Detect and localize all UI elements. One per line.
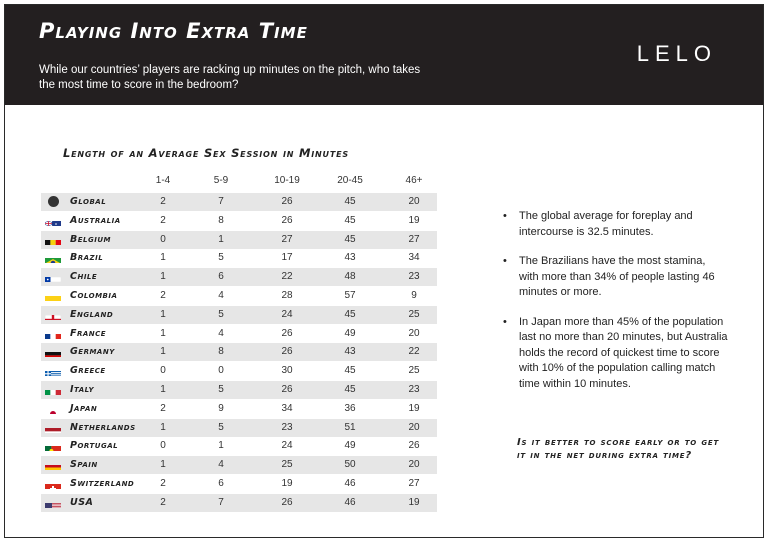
table-cell: 2 — [160, 496, 166, 508]
table-cell: 1 — [160, 327, 166, 339]
spain-flag-icon — [45, 460, 61, 470]
germany-flag-icon — [45, 347, 61, 357]
table-cell: 2 — [160, 196, 166, 207]
table-cell: 25 — [281, 459, 293, 471]
table-cell: 45 — [344, 308, 356, 320]
table-cell: 30 — [281, 365, 293, 377]
page-subtitle: While our countries’ players are racking up minutes on the pitch, who takes the most time to score in the bedroom? — [39, 64, 421, 91]
country-name: USA — [70, 496, 94, 508]
table-cell: 49 — [344, 440, 356, 452]
country-name: Japan — [70, 402, 98, 414]
country-name: Netherlands — [70, 421, 136, 433]
colombia-flag-icon — [45, 291, 61, 301]
note-bullet: • The Brazilians have the most stamina, with more than 34% of people lasting 46 minutes or more. — [503, 254, 728, 301]
table-cell: 34 — [281, 402, 293, 414]
table-cell: 1 — [160, 271, 166, 283]
table-cell: 19 — [281, 478, 293, 489]
table-cell: 5 — [218, 421, 224, 433]
table-cell: 46 — [344, 478, 356, 489]
table-cell: 7 — [218, 196, 224, 207]
table-cell: 36 — [344, 402, 356, 414]
table-cell: 45 — [344, 196, 356, 207]
note-bullet: • In Japan more than 45% of the population last no more than 20 minutes, but Australia holds the record of quickest time to score with 10% of the population calling match time within 10 minutes. — [503, 315, 728, 393]
column-header: 46+ — [405, 175, 423, 186]
table-cell: 19 — [408, 402, 420, 414]
table-cell: 27 — [408, 478, 420, 489]
table-cell: 9 — [411, 290, 417, 301]
column-header: 10-19 — [274, 175, 300, 186]
table-cell: 22 — [408, 346, 420, 358]
table-cell: 43 — [344, 346, 356, 358]
table-cell: 22 — [281, 271, 293, 283]
table-row — [41, 437, 437, 455]
table-cell: 8 — [218, 346, 224, 358]
table-cell: 46 — [344, 496, 356, 508]
england-flag-icon — [45, 310, 61, 320]
table-cell: 1 — [160, 384, 166, 395]
france-flag-icon — [45, 329, 61, 339]
table-cell: 4 — [218, 327, 224, 339]
usa-flag-icon — [45, 498, 61, 508]
table-cell: 6 — [218, 478, 224, 489]
table-cell: 20 — [408, 327, 420, 339]
table-cell: 34 — [408, 252, 420, 264]
closing-question: Is it better to score early or to get it in the net during extra time? — [517, 437, 720, 461]
table-cell: 5 — [218, 252, 224, 264]
table-cell: 24 — [281, 440, 293, 452]
table-row — [41, 343, 437, 361]
table-row — [41, 212, 437, 230]
page-title: Playing Into Extra Time — [39, 19, 308, 43]
table-cell: 9 — [218, 402, 224, 414]
table-cell: 28 — [281, 290, 293, 301]
table-cell: 23 — [408, 384, 420, 395]
table-row — [41, 268, 437, 286]
table-cell: 50 — [344, 459, 356, 471]
table-row — [41, 494, 437, 512]
column-header: 5-9 — [213, 175, 229, 186]
greece-flag-icon — [45, 366, 61, 376]
table-cell: 51 — [344, 421, 356, 433]
table-cell: 1 — [160, 252, 166, 264]
switzerland-flag-icon — [45, 479, 61, 489]
table-cell: 26 — [281, 384, 293, 395]
notes-list — [503, 209, 728, 406]
table-row — [41, 419, 437, 437]
table-cell: 20 — [408, 196, 420, 207]
table-cell: 1 — [160, 308, 166, 320]
table-row — [41, 287, 437, 305]
table-cell: 0 — [160, 365, 166, 377]
country-name: Switzerland — [70, 478, 135, 489]
table-cell: 23 — [408, 271, 420, 283]
table-cell: 19 — [408, 496, 420, 508]
table-cell: 2 — [160, 214, 166, 226]
table-cell: 6 — [218, 271, 224, 283]
country-name: Brazil — [70, 252, 104, 264]
country-name: Colombia — [70, 290, 118, 301]
table-cell: 26 — [281, 496, 293, 508]
country-name: Global — [70, 196, 107, 207]
country-name: Germany — [70, 346, 115, 358]
table-row — [41, 400, 437, 418]
table-cell: 4 — [218, 290, 224, 301]
table-row — [41, 456, 437, 474]
table-row — [41, 306, 437, 324]
table-cell: 20 — [408, 421, 420, 433]
country-name: Italy — [70, 384, 95, 395]
table-cell: 7 — [218, 496, 224, 508]
table-row — [41, 231, 437, 249]
table-cell: 27 — [408, 233, 420, 245]
table-cell: 2 — [160, 290, 166, 301]
column-header: 20-45 — [337, 175, 363, 186]
table-cell: 26 — [281, 214, 293, 226]
table-cell: 24 — [281, 308, 293, 320]
table-cell: 1 — [218, 233, 224, 245]
header-banner — [5, 5, 763, 105]
country-name: Australia — [70, 214, 121, 226]
country-name: England — [70, 308, 114, 320]
country-name: Chile — [70, 271, 98, 283]
country-name: Portugal — [70, 440, 119, 452]
table-cell: 0 — [218, 365, 224, 377]
table-row — [41, 362, 437, 380]
brand-logo: LELO — [636, 41, 717, 66]
table-cell: 1 — [160, 421, 166, 433]
table-cell: 26 — [408, 440, 420, 452]
table-cell: 27 — [281, 233, 293, 245]
netherlands-flag-icon — [45, 423, 61, 433]
italy-flag-icon — [45, 385, 61, 395]
table-cell: 5 — [218, 384, 224, 395]
table-row — [41, 475, 437, 493]
table-cell: 17 — [281, 252, 293, 264]
chart-title: Length of an Average Sex Session in Minutes — [63, 146, 349, 160]
portugal-flag-icon — [45, 441, 61, 451]
table-cell: 45 — [344, 365, 356, 377]
japan-flag-icon — [45, 404, 61, 414]
table-cell: 0 — [160, 440, 166, 452]
table-row — [41, 381, 437, 399]
table-cell: 25 — [408, 308, 420, 320]
table-cell: 1 — [160, 459, 166, 471]
table-cell: 19 — [408, 214, 420, 226]
table-cell: 45 — [344, 384, 356, 395]
belgium-flag-icon — [45, 235, 61, 245]
table-cell: 26 — [281, 327, 293, 339]
table-cell: 2 — [160, 402, 166, 414]
table-cell: 0 — [160, 233, 166, 245]
infographic-frame — [4, 4, 764, 538]
table-row — [41, 249, 437, 267]
table-cell: 48 — [344, 271, 356, 283]
chile-flag-icon — [45, 272, 61, 282]
table-cell: 26 — [281, 196, 293, 207]
table-row — [41, 193, 437, 211]
table-cell: 1 — [160, 346, 166, 358]
table-cell: 43 — [344, 252, 356, 264]
table-cell: 23 — [281, 421, 293, 433]
table-cell: 5 — [218, 308, 224, 320]
table-cell: 2 — [160, 478, 166, 489]
table-row — [41, 325, 437, 343]
column-header: 1-4 — [155, 175, 171, 186]
table-cell: 20 — [408, 459, 420, 471]
country-name: Belgium — [70, 233, 111, 245]
table-cell: 25 — [408, 365, 420, 377]
table-cell: 57 — [344, 290, 356, 301]
table-cell: 49 — [344, 327, 356, 339]
table-cell: 1 — [218, 440, 224, 452]
table-cell: 45 — [344, 233, 356, 245]
table-cell: 8 — [218, 214, 224, 226]
table-cell: 4 — [218, 459, 224, 471]
australia-flag-icon — [45, 216, 61, 226]
country-name: France — [70, 327, 107, 339]
note-bullet: • The global average for foreplay and intercourse is 32.5 minutes. — [503, 209, 728, 240]
country-name: Greece — [70, 365, 106, 377]
country-name: Spain — [70, 459, 98, 471]
brazil-flag-icon — [45, 253, 61, 263]
table-cell: 45 — [344, 214, 356, 226]
table-cell: 26 — [281, 346, 293, 358]
